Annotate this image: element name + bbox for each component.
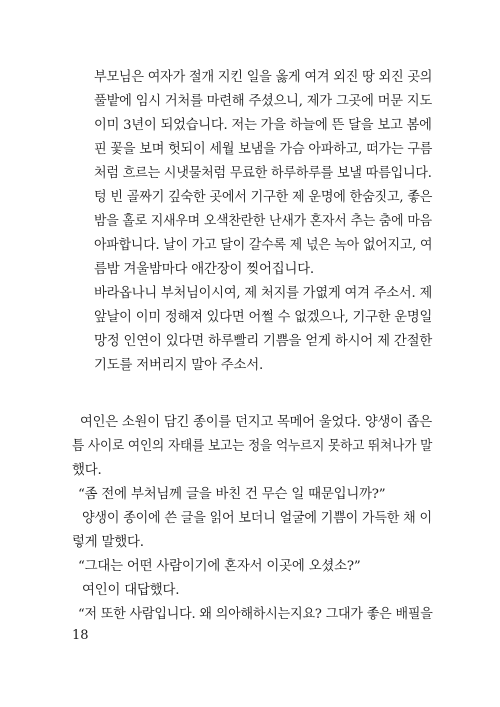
letter-line: 망정 인연이 있다면 하루빨리 기쁨을 얻게 하시어 제 간절한 (94, 334, 433, 349)
narrative-line: 양생이 종이에 쓴 글을 읽어 보더니 얼굴에 기쁨이 가득한 채 이 (82, 511, 432, 526)
narrative-line: 틈 사이로 여인의 자태를 보고는 정을 억누르지 못하고 뛰쳐나가 말 (72, 439, 433, 454)
narrative-line: “좀 전에 부처님께 글을 바친 건 무슨 일 때문입니까?” (78, 487, 386, 502)
narrative-line: 했다. (72, 463, 102, 478)
narrative-line: “저 또한 사람입니다. 왜 의아해하시는지요? 그대가 좋은 배필을 (78, 607, 433, 622)
letter-line: 핀 꽃을 보며 헛되이 세월 보냄을 가슴 아파하고, 떠가는 구름 (94, 142, 433, 157)
letter-line: 앞날이 이미 정해져 있다면 어쩔 수 없겠으나, 기구한 운명일 (94, 310, 433, 325)
page-number: 18 (72, 628, 89, 643)
narrative-line: “그대는 어떤 사람이기에 혼자서 이곳에 오셨소?” (78, 559, 361, 574)
letter-line: 기도를 저버리지 말아 주소서. (94, 358, 264, 373)
letter-line: 텅 빈 골짜기 깊숙한 곳에서 기구한 제 운명에 한숨짓고, 좋은 (94, 190, 433, 205)
narrative-line: 렇게 말했다. (72, 535, 144, 550)
letter-line: 바라옵나니 부처님이시여, 제 처지를 가엾게 여겨 주소서. 제 (94, 286, 433, 301)
letter-line: 부모님은 여자가 절개 지킨 일을 옳게 여겨 외진 땅 외진 곳의 (94, 70, 433, 85)
letter-line: 름밤 겨울밤마다 애간장이 찢어집니다. (94, 262, 314, 277)
letter-line: 이미 3년이 되었습니다. 저는 가을 하늘에 뜬 달을 보고 봄에 (94, 118, 432, 133)
letter-line: 밤을 홀로 지새우며 오색찬란한 난새가 혼자서 추는 춤에 마음 (94, 214, 432, 229)
letter-line: 아파합니다. 날이 가고 달이 갈수록 제 넋은 녹아 없어지고, 여 (94, 238, 433, 253)
letter-line: 처럼 흐르는 시냇물처럼 무료한 하루하루를 보낼 따름입니다. (94, 166, 432, 181)
narrative-line: 여인이 대답했다. (82, 583, 180, 598)
letter-line: 풀밭에 임시 거처를 마련해 주셨으니, 제가 그곳에 머문 지도 (94, 94, 433, 109)
narrative-line: 여인은 소원이 담긴 종이를 던지고 목메어 울었다. 양생이 좁은 (80, 415, 433, 430)
